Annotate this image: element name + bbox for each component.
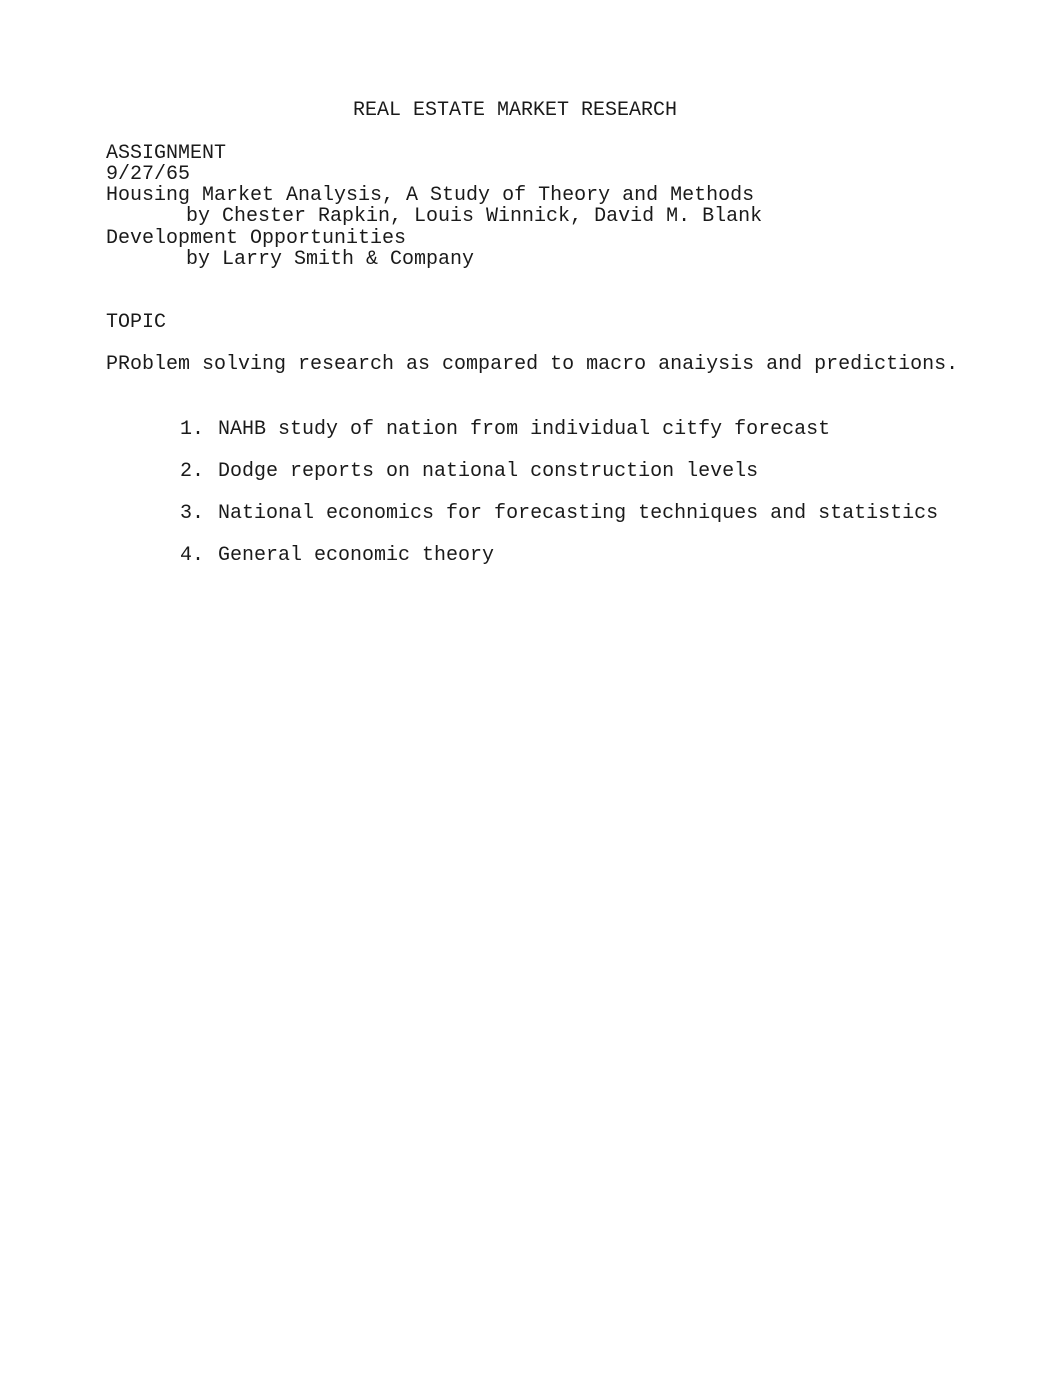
list-item-number: 3. [180,502,205,525]
list-item-number: 2. [180,460,205,483]
topic-text: PRoblem solving research as compared to macro anaiysis and predictions. [106,353,959,376]
list-item-text: NAHB study of nation from individual citfy forecast [218,418,831,441]
document-title: REAL ESTATE MARKET RESEARCH [353,99,678,122]
assignment-date: 9/27/65 [106,163,191,186]
list-item-number: 4. [180,544,205,567]
list-item [132,523,494,589]
reference-authors: by Larry Smith & Company [186,248,475,271]
reference-title: Development Opportunities [106,227,407,250]
assignment-heading: ASSIGNMENT [106,142,227,165]
list-item-number: 1. [180,418,205,441]
topic-heading: TOPIC [106,311,167,334]
reference-title: Housing Market Analysis, A Study of Theory and Methods [106,184,755,207]
reference-authors: by Chester Rapkin, Louis Winnick, David M. Blank [186,205,763,228]
list-item-text: Dodge reports on national construction levels [218,460,759,483]
list-item-text: General economic theory [218,544,495,567]
list-item-text: National economics for forecasting techniques and statistics [218,502,939,525]
